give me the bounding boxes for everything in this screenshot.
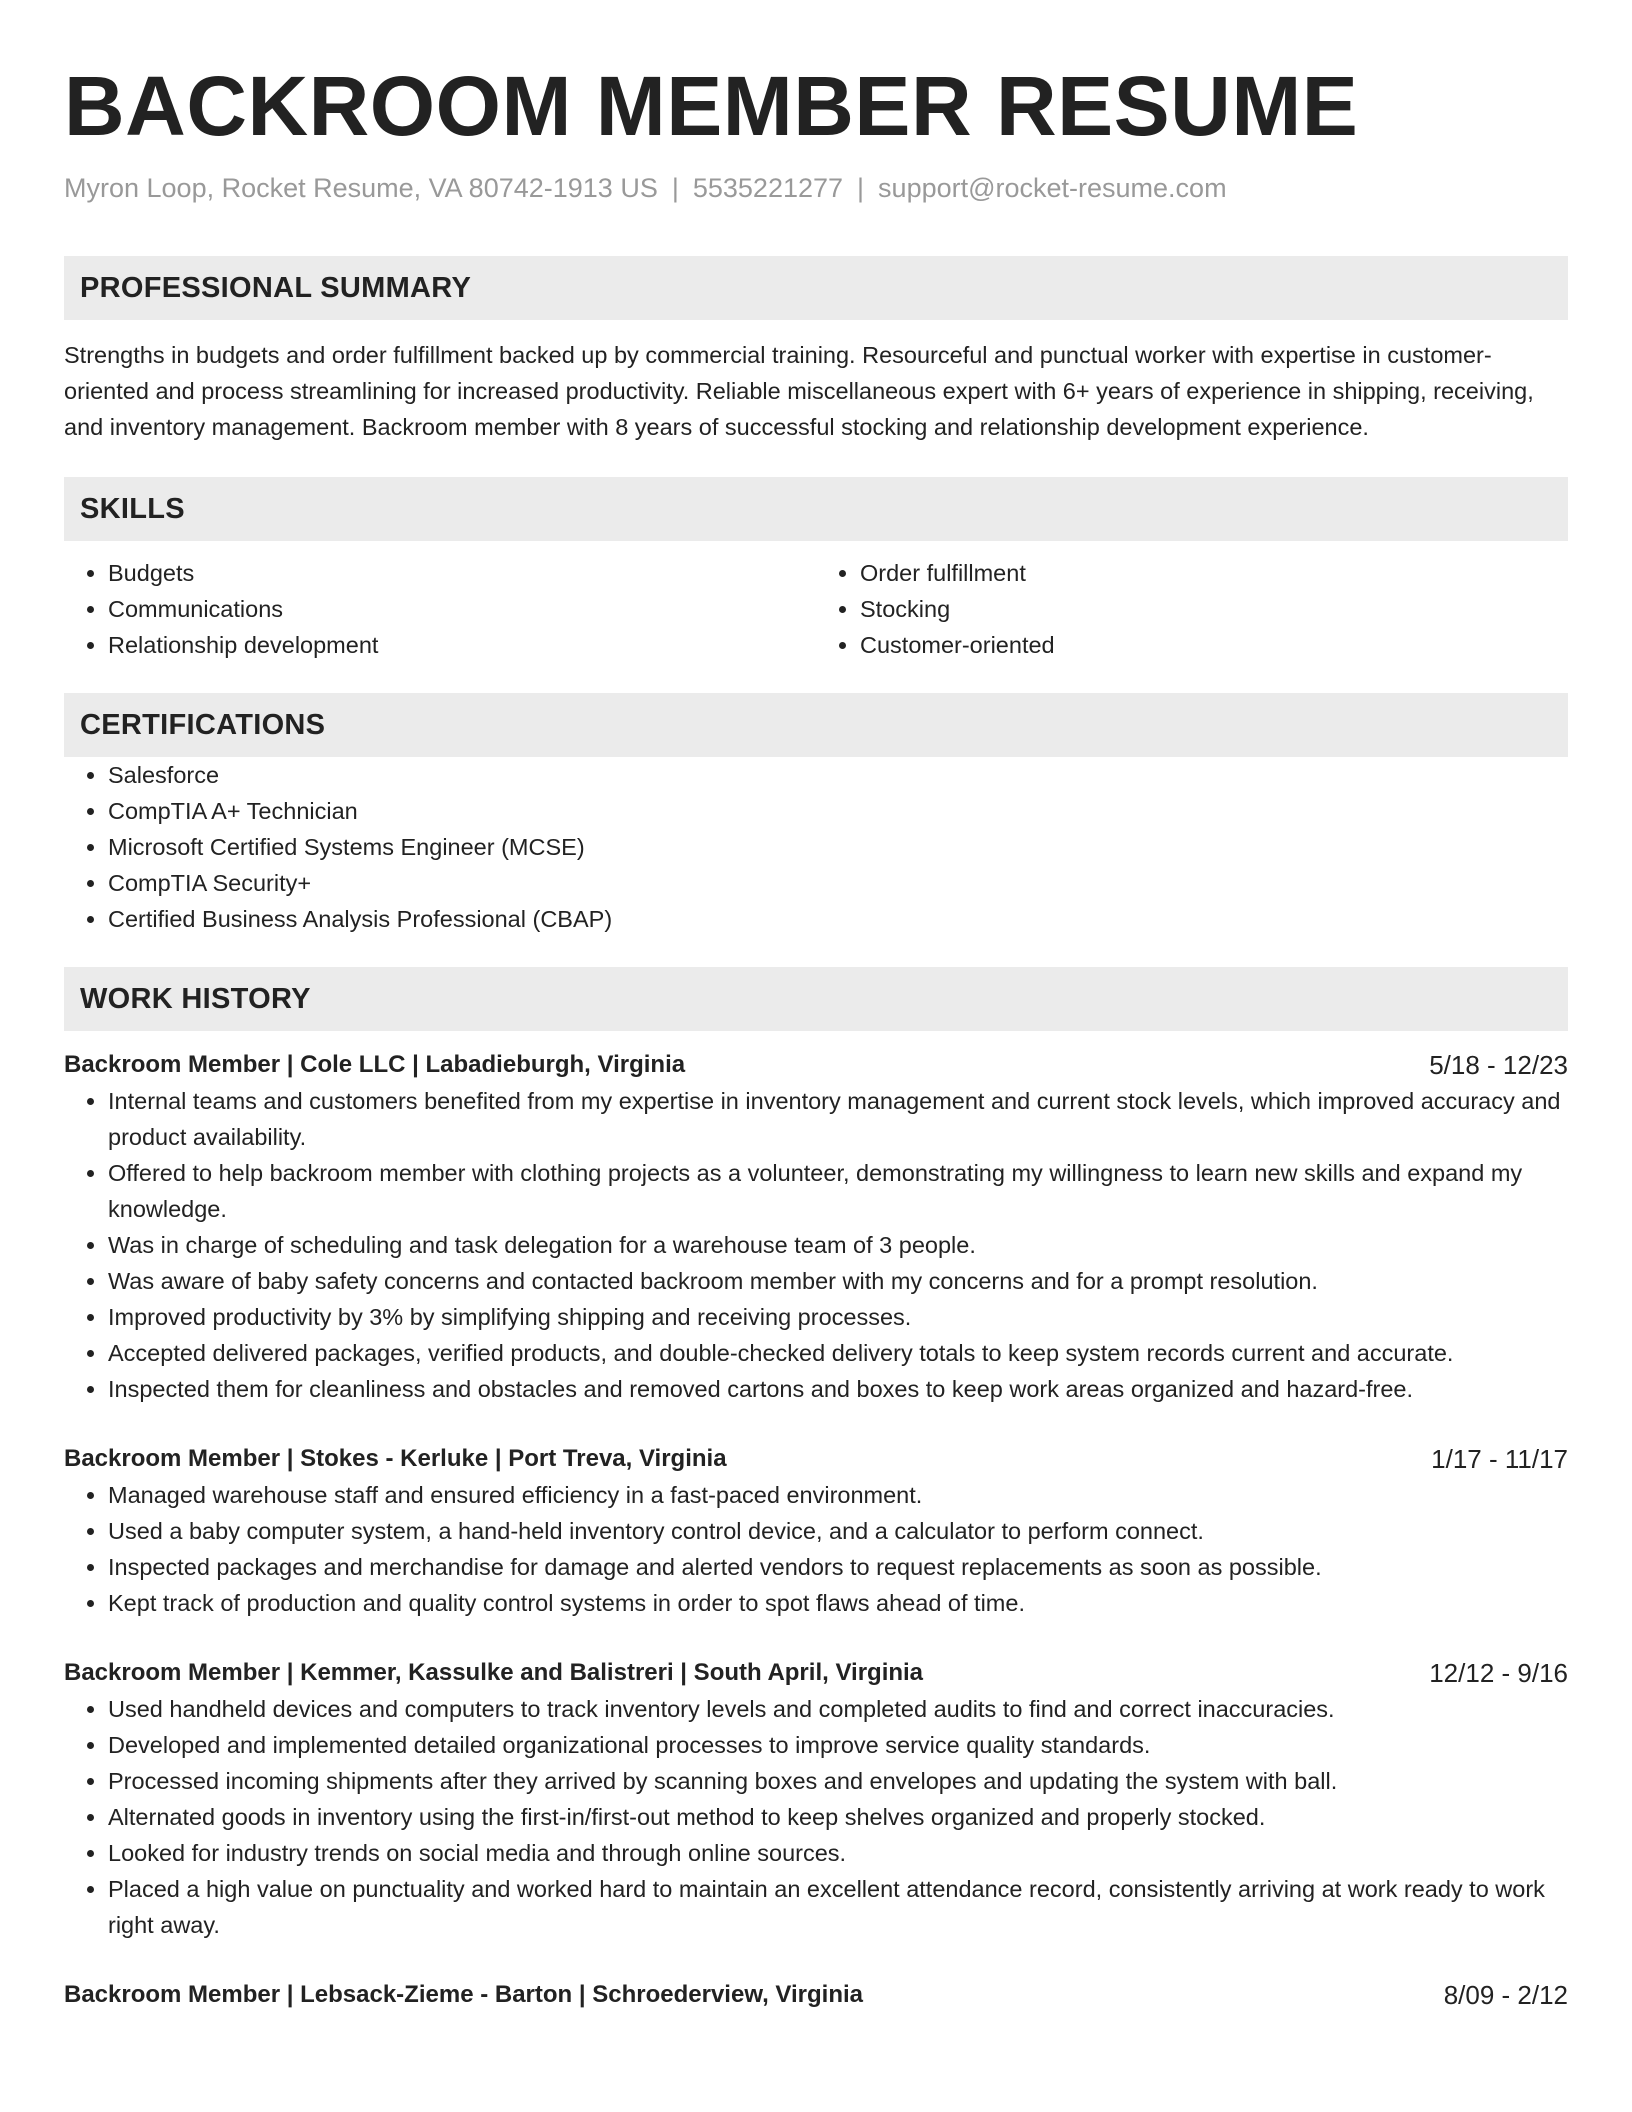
job-bullets	[64, 1691, 1568, 1943]
contact-phone: 5535221277	[692, 173, 844, 203]
job-bullet: • Used a baby computer system, a hand-held inventory control device, and a calculator to perform connect.	[108, 1513, 1568, 1549]
certification-item: • CompTIA A+ Technician	[108, 793, 1568, 829]
job-entry	[64, 1047, 1568, 1407]
skill-item: • Order fulfillment	[860, 555, 1568, 591]
job-header	[64, 1655, 1568, 1691]
skills-heading: SKILLS	[64, 477, 1568, 541]
skill-item: • Budgets	[108, 555, 816, 591]
job-bullet: • Kept track of production and quality control systems in order to spot flaws ahead of time.	[108, 1585, 1568, 1621]
certifications-heading: CERTIFICATIONS	[64, 693, 1568, 757]
skill-item: • Customer-oriented	[860, 627, 1568, 663]
job-bullet: • Was aware of baby safety concerns and contacted backroom member with my concerns and for a prompt resolution.	[108, 1263, 1568, 1299]
work-history-heading: WORK HISTORY	[64, 967, 1568, 1031]
skills-list-right	[816, 555, 1568, 663]
certification-item: • CompTIA Security+	[108, 865, 1568, 901]
skills-columns	[64, 555, 1568, 663]
job-bullet: • Placed a high value on punctuality and worked hard to maintain an excellent attendance record, consistently arriving at work ready to work right away.	[108, 1871, 1568, 1943]
skills-list-left	[64, 555, 816, 663]
job-bullet: • Alternated goods in inventory using the first-in/first-out method to keep shelves organized and properly stocked.	[108, 1799, 1568, 1835]
certifications-list	[64, 757, 1568, 937]
contact-line	[64, 170, 1568, 206]
job-dates: 1/17 - 11/17	[1431, 1444, 1568, 1474]
job-bullet: • Processed incoming shipments after they arrived by scanning boxes and envelopes and updating the system with ball.	[108, 1763, 1568, 1799]
job-bullets	[64, 1083, 1568, 1407]
contact-separator: |	[671, 173, 679, 203]
summary-heading: PROFESSIONAL SUMMARY	[64, 256, 1568, 320]
job-bullet: • Inspected them for cleanliness and obstacles and removed cartons and boxes to keep work areas organized and hazard-free.	[108, 1371, 1568, 1407]
job-bullets	[64, 1477, 1568, 1621]
job-dates: 12/12 - 9/16	[1429, 1658, 1568, 1688]
job-dates: 8/09 - 2/12	[1443, 1980, 1568, 2010]
job-bullet: • Inspected packages and merchandise for damage and alerted vendors to request replacements as soon as possible.	[108, 1549, 1568, 1585]
certification-item: • Salesforce	[108, 757, 1568, 793]
job-bullet: • Improved productivity by 3% by simplifying shipping and receiving processes.	[108, 1299, 1568, 1335]
skill-item: • Relationship development	[108, 627, 816, 663]
job-bullet: • Used handheld devices and computers to track inventory levels and completed audits to find and correct inaccuracies.	[108, 1691, 1568, 1727]
job-bullet: • Was in charge of scheduling and task delegation for a warehouse team of 3 people.	[108, 1227, 1568, 1263]
contact-address: Myron Loop, Rocket Resume, VA 80742-1913 US	[64, 173, 658, 203]
job-entry	[64, 1655, 1568, 1943]
job-bullet: • Accepted delivered packages, verified products, and double-checked delivery totals to keep system records current and accurate.	[108, 1335, 1568, 1371]
certification-item: • Certified Business Analysis Professional (CBAP)	[108, 901, 1568, 937]
job-header	[64, 1977, 1568, 2013]
job-dates: 5/18 - 12/23	[1429, 1050, 1568, 1080]
certification-item: • Microsoft Certified Systems Engineer (MCSE)	[108, 829, 1568, 865]
skill-item: • Stocking	[860, 591, 1568, 627]
job-header	[64, 1047, 1568, 1083]
job-bullet: • Looked for industry trends on social media and through online sources.	[108, 1835, 1568, 1871]
job-bullet: • Developed and implemented detailed organizational processes to improve service quality standards.	[108, 1727, 1568, 1763]
resume-title: BACKROOM MEMBER RESUME	[64, 59, 1359, 153]
skill-item: • Communications	[108, 591, 816, 627]
resume-page	[64, 0, 1568, 2013]
job-bullet: • Offered to help backroom member with clothing projects as a volunteer, demonstrating my willingness to learn new skills and expand my knowledge.	[108, 1155, 1568, 1227]
summary-text: Strengths in budgets and order fulfillment backed up by commercial training. Resourceful and punctual worker with expertise in customer-oriented and process streamlining for increased productivity. Reliable miscellaneous expert with 6+ years of experience in shipping, receiving, and inventory management. Backroom member with 8 years of successful stocking and relationship development experience.	[64, 342, 1534, 440]
job-title: Backroom Member | Kemmer, Kassulke and Balistreri | South April, Virginia	[64, 1659, 924, 1686]
contact-separator: |	[857, 173, 865, 203]
job-title: Backroom Member | Lebsack-Zieme - Barton | Schroederview, Virginia	[64, 1981, 864, 2008]
job-title: Backroom Member | Stokes - Kerluke | Port Treva, Virginia	[64, 1445, 727, 1472]
contact-email[interactable]: support@rocket-resume.com	[878, 173, 1227, 203]
job-entry	[64, 1441, 1568, 1621]
job-entry	[64, 1977, 1568, 2013]
job-bullet: • Managed warehouse staff and ensured efficiency in a fast-paced environment.	[108, 1477, 1568, 1513]
job-bullet: • Internal teams and customers benefited from my expertise in inventory management and current stock levels, which improved accuracy and product availability.	[108, 1083, 1568, 1155]
job-header	[64, 1441, 1568, 1477]
job-title: Backroom Member | Cole LLC | Labadieburgh, Virginia	[64, 1051, 686, 1078]
